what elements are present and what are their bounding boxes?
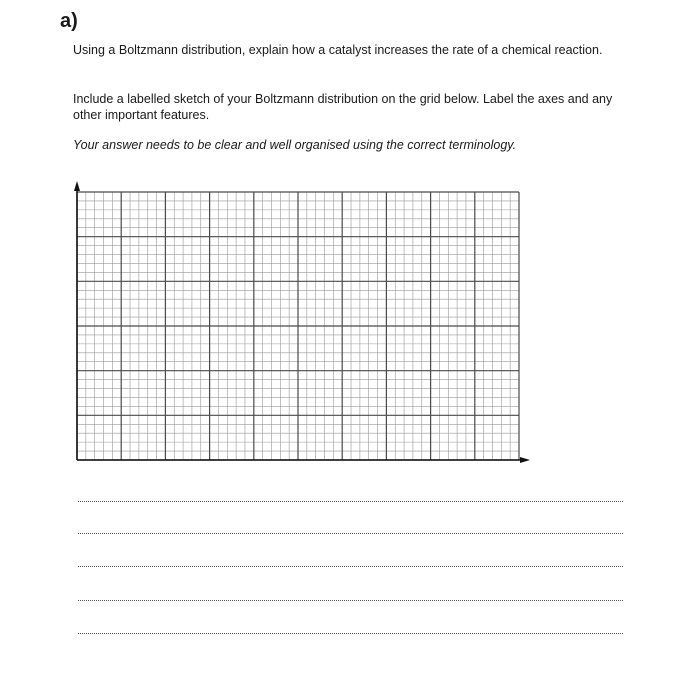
answer-line-2[interactable] — [78, 533, 623, 534]
answer-line-5[interactable] — [78, 633, 623, 634]
answer-line-3[interactable] — [78, 566, 623, 567]
answer-line-1[interactable] — [78, 501, 623, 502]
question-instruction: Using a Boltzmann distribution, explain how a catalyst increases the rate of a chemical reaction. — [73, 43, 603, 57]
question-label: a) — [60, 10, 78, 32]
answer-line-4[interactable] — [78, 600, 623, 601]
sketch-instruction: Include a labelled sketch of your Boltzmann distribution on the grid below. Label the axes and any other important features. — [73, 92, 613, 122]
y-axis-arrow-icon — [74, 181, 80, 191]
x-axis-arrow-icon — [520, 457, 530, 463]
quality-note: Your answer needs to be clear and well organised using the correct terminology. — [73, 138, 517, 152]
